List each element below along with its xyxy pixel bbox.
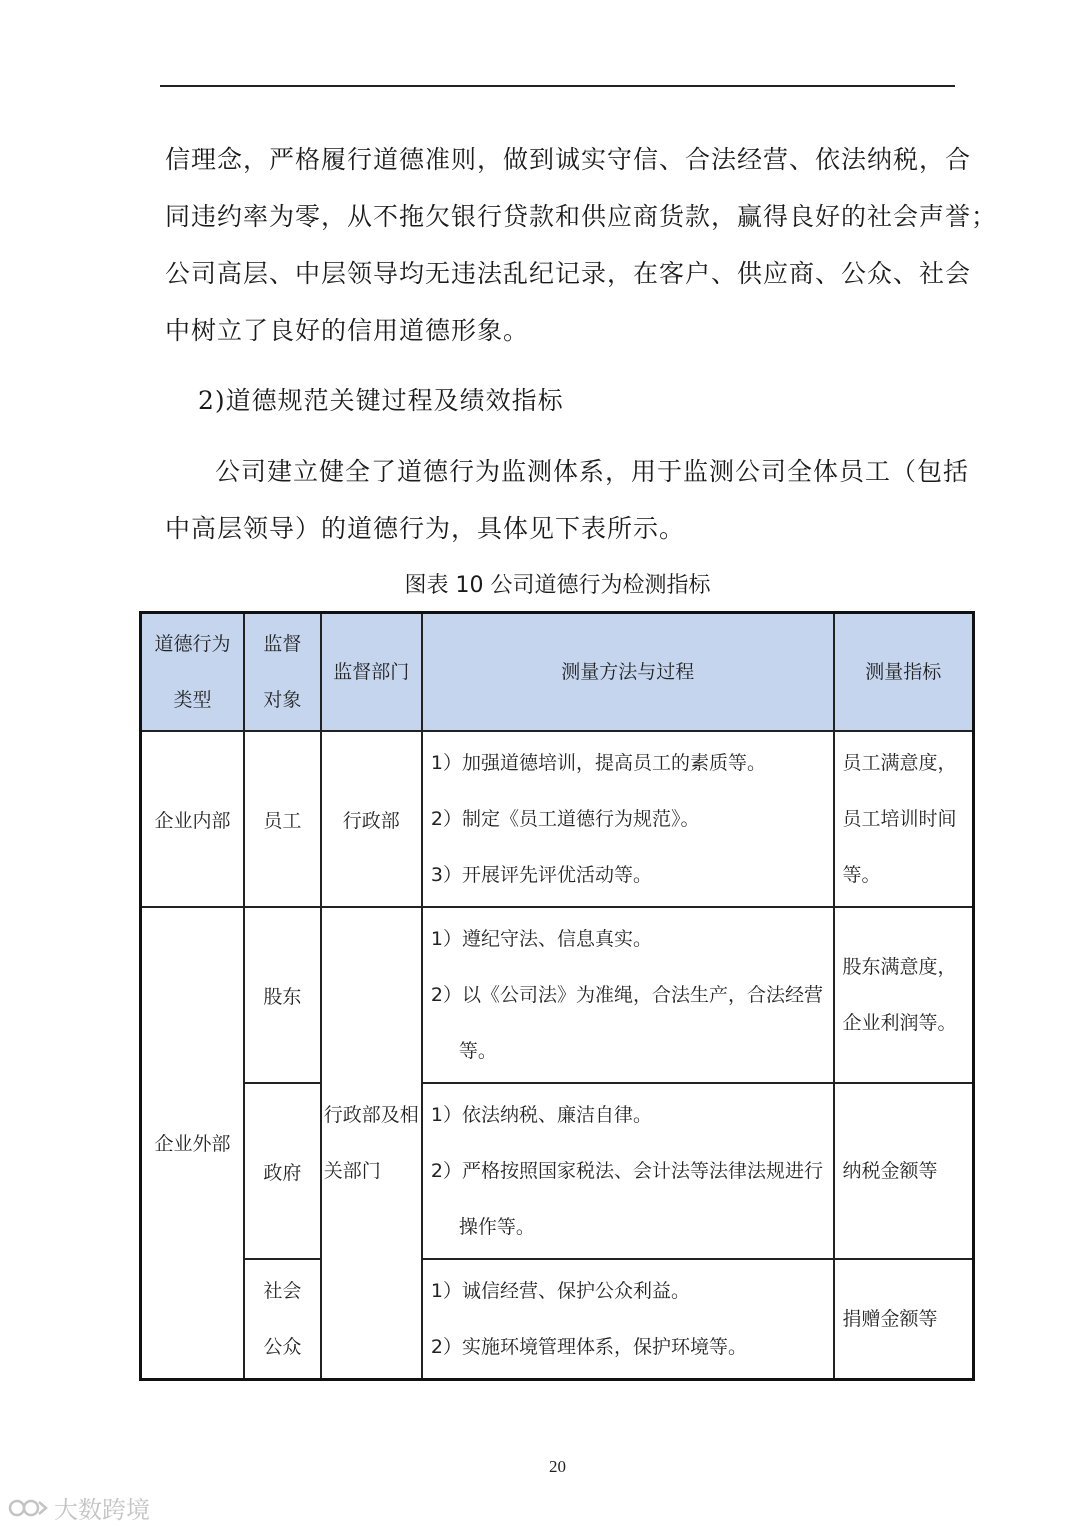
cell-object-government: 政府 — [244, 1083, 321, 1259]
metric-line: 等。 — [842, 864, 881, 886]
paragraph-line: 信理念，严格履行道德准则，做到诚实守信、合法经营、依法纳税，合 — [165, 145, 972, 174]
paragraph-line: 中高层领导）的道德行为，具体见下表所示。 — [165, 514, 686, 543]
page-number: 20 — [549, 1457, 566, 1476]
cell-dept-admin-related — [321, 907, 422, 1379]
table-row-public — [141, 1259, 974, 1379]
header-text: 类型 — [173, 689, 212, 711]
method-item: 2）以《公司法》为准绳，合法生产，合法经营 — [430, 984, 823, 1006]
paragraph-line: 同违约率为零，从不拖欠银行贷款和供应商货款，赢得良好的社会声誉； — [165, 202, 998, 231]
cell-methods-public — [422, 1259, 834, 1379]
cell-methods-shareholders — [422, 907, 834, 1083]
header-dept: 监督部门 — [321, 613, 422, 732]
metric-line: 员工培训时间 — [842, 808, 957, 830]
cell-type-external: 企业外部 — [141, 907, 245, 1379]
paragraph-intro — [165, 443, 970, 557]
header-text: 监督 — [263, 633, 302, 655]
section-heading: 2)道德规范关键过程及绩效指标 — [198, 386, 564, 415]
header-method: 测量方法与过程 — [422, 613, 834, 732]
method-item-continued: 操作等。 — [458, 1216, 535, 1238]
cell-dept-admin: 行政部 — [321, 731, 422, 907]
paragraph-line: 中树立了良好的信用道德形象。 — [165, 316, 530, 345]
cell-type-internal: 企业内部 — [141, 731, 245, 907]
cell-metric-public: 捐赠金额等 — [834, 1259, 974, 1379]
method-item: 2）严格按照国家税法、会计法等法律法规进行 — [430, 1160, 823, 1182]
figure-title: 图表 10 公司道德行为检测指标 — [404, 573, 711, 598]
header-text: 道德行为 — [154, 633, 231, 655]
metric-line: 员工满意度， — [842, 752, 957, 774]
object-line: 公众 — [263, 1335, 302, 1358]
method-item: 3）开展评先评优活动等。 — [430, 864, 652, 886]
paragraph-continuation — [165, 131, 998, 359]
table-row-government — [141, 1083, 974, 1259]
cell-methods-employee — [422, 731, 834, 907]
paragraph-line: 公司高层、中层领导均无违法乱纪记录，在客户、供应商、公众、社会 — [165, 259, 972, 288]
dept-line: 关部门 — [323, 1159, 381, 1182]
header-type — [141, 613, 245, 732]
watermark-text: 大数跨境 — [54, 1496, 150, 1524]
cell-metric-government: 纳税金额等 — [834, 1083, 974, 1259]
cell-metric-employee — [834, 731, 974, 907]
ethics-indicator-table — [139, 611, 975, 1381]
object-line: 社会 — [263, 1279, 302, 1302]
table-row-internal — [141, 731, 974, 907]
watermark-logo-icon — [8, 1494, 48, 1522]
method-item: 1）依法纳税、廉洁自律。 — [430, 1104, 652, 1126]
header-text: 对象 — [263, 689, 302, 711]
cell-metric-shareholders — [834, 907, 974, 1083]
header-rule — [160, 85, 955, 87]
method-item: 1）加强道德培训，提高员工的素质等。 — [430, 752, 766, 774]
cell-methods-government — [422, 1083, 834, 1259]
cell-object-shareholders: 股东 — [244, 907, 321, 1083]
cell-object-public — [244, 1259, 321, 1379]
table-header-row — [141, 613, 974, 732]
paragraph-line: 公司建立健全了道德行为监测体系，用于监测公司全体员工（包括 — [215, 457, 970, 486]
method-item: 1）诚信经营、保护公众利益。 — [430, 1279, 690, 1302]
dept-line: 行政部及相 — [323, 1103, 419, 1126]
table-row-shareholders — [141, 907, 974, 1083]
header-object — [244, 613, 321, 732]
header-metric: 测量指标 — [834, 613, 974, 732]
watermark — [8, 1490, 150, 1525]
metric-line: 股东满意度， — [842, 956, 957, 978]
method-item: 1）遵纪守法、信息真实。 — [430, 928, 652, 950]
metric-line: 企业利润等。 — [842, 1012, 957, 1034]
method-item-continued: 等。 — [458, 1040, 497, 1062]
method-item: 2）实施环境管理体系，保护环境等。 — [430, 1335, 747, 1358]
method-item: 2）制定《员工道德行为规范》。 — [430, 808, 700, 830]
cell-object-employee: 员工 — [244, 731, 321, 907]
